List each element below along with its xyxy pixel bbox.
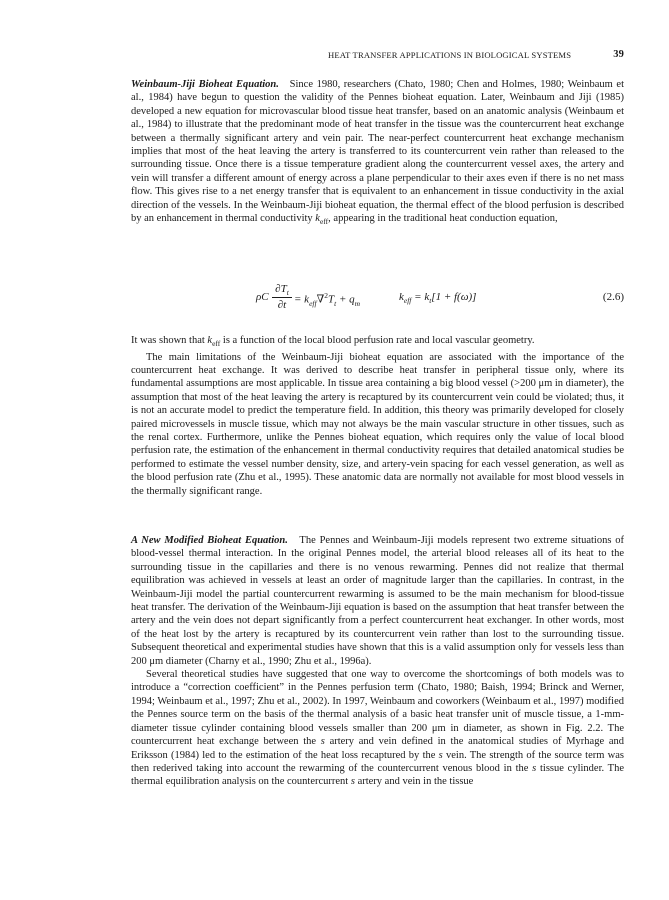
paragraph: Several theoretical studies have suggested that one way to overcome the shortcomings of both models was to introduce a “correction coefficient” in the Pennes perfusion term (Chato, 1980; Baish, 1994; Brinck and Werner, 1994; Weinbaum et al., 1997; Zhu et al., 2002). In 1997, Weinbaum and coworkers (Weinbaum et al., 1997) modified the Pennes source term on the basis of the thermal analysis of a basic heat transfer unit of muscle tissue, a 1-mm-diameter tissue cylinder containing blood vessels smaller than 200 μm in diameter, as shown in Fig. 2.2. The countercurrent heat exchange between the s artery and vein defined in the anatomical studies of Myrhage and Eriksson (1984) led to the estimation of the heat loss recaptured by the s vein. The strength of the source term was then rederived taking into account the rewarming of the countercurrent venous blood in the s tissue cylinder. The thermal equilibration analysis on the countercurrent s artery and vein in the tissue — [131, 669, 624, 788]
paragraph-text: Since 1980, researchers (Chato, 1980; Chen and Holmes, 1980; Weinbaum et al., 1984) have begun to question the validity of the Pennes bioheat equation. Later, Weinbaum and Jiji (1985) developed a new equation for microvascular blood tissue heat transfer, based on an anatomic analysis (Weinbaum et al., 1984) to illustrate that the predominant mode of heat transfer in the tissue was the countercurrent heat exchange between a thermally significant artery and vein pair. The near-perfect countercurrent heat exchange mechanism implies that most of the heat leaving the artery is transferred to its countercurrent vein rather than released to the surrounding tissue. Once there is a tissue temperature gradient along the countercurrent vessel axes, the artery and vein will transfer a different amount of energy across a plane perpendicular to their axes even if there is no net mass flow. This gives rise to a net energy transfer that is equivalent to an enhancement in tissue conductivity in the axial direction of the vessels. In the Weinbaum-Jiji bioheat equation, the thermal effect of the blood perfusion is described by an enhancement in thermal conductivity — [131, 79, 624, 225]
paragraph: The main limitations of the Weinbaum-Jiji bioheat equation are associated with the importance of the countercurrent heat exchange. It was derived to describe heat transfer in peripheral tissue only, where its fundamental assumptions are most applicable. In tissue area containing a big blood vessel (>200 μm in diameter), the assumption that most of the heat leaving the artery is recaptured by its countercurrent vein could be violated; thus, it is not an accurate model to predict the temperature field. In addition, this theory was primarily developed for closely paired microvessels in muscle tissue, which may not always be the main vascular structure in other tissues, such as the renal cortex. Furthermore, unlike the Pennes bioheat equation, which requires only the value of local blood perfusion rate, the estimation of the enhancement in thermal conductivity requires that detailed anatomical studies be performed to estimate the vessel number density, size, and artery-vein spacing for each vessel generation, as well as the blood perfusion rate (Zhu et al., 1995). These anatomic data are normally not available for most blood vessels in the thermally significant range. — [131, 351, 624, 497]
subscript: eff — [319, 217, 329, 227]
fraction-numerator: $\partial T_t$ — [275, 283, 289, 298]
section-weinbaum-jiji — [131, 78, 624, 229]
running-title: HEAT TRANSFER APPLICATIONS IN BIOLOGICAL SYSTEMS — [328, 50, 572, 60]
section-modified-bioheat — [131, 534, 624, 789]
variable: k — [315, 213, 320, 225]
section-runin-title: Weinbaum-Jiji Bioheat Equation. — [131, 79, 279, 90]
equation-lhs: ρC — [256, 291, 269, 303]
page-number: 39 — [613, 49, 624, 60]
equation-2-6 — [131, 282, 624, 316]
paragraph — [131, 534, 624, 668]
equation-number: (2.6) — [602, 291, 624, 303]
equation-rhs: = $k_{eff}\nabla^2T_t + q_m$ — [294, 291, 361, 308]
running-header — [328, 49, 624, 63]
equation-keff-definition: $k_{eff} = k_t[1 + f(\omega)]$ — [399, 291, 477, 306]
variable: k — [207, 335, 213, 346]
section-weinbaum-jiji-continued — [131, 334, 624, 498]
paragraph-text: , appearing in the traditional heat conduction equation, — [328, 213, 558, 225]
paragraph-text: The Pennes and Weinbaum-Jiji models represent two extreme situations of blood-vessel thermal interaction. In the original Pennes model, the arterial blood releases all of its heat to the surrounding tissue in the capillaries and there is no venous rewarming. Pennes did not realize that thermal equilibration was achieved in vessels at least an order of magnitude larger than the capillaries. In contrast, in the Weinbaum-Jiji model the partial countercurrent rewarming is assumed to be the main mechanism for blood-tissue heat transfer. The derivation of the Weinbaum-Jiji equation is based on the assumption that heat transfer between the artery and the vein does not depart significantly from a perfect countercurrent heat exchanger. In other words, most of the heat lost by the artery is recaptured by its countercurrent vein rather than lost to the surrounding tissue. Subsequent theoretical and experimental studies have shown that this is a valid assumption only for vessels less than 200 μm diameter (Charny et al., 1990; Zhu et al., 1996a). — [131, 535, 625, 667]
partial-derivative-fraction — [272, 282, 292, 312]
paragraph: It was shown that $k_{eff}$ is a function of the local blood perfusion rate and local vascular geometry. — [131, 335, 535, 349]
subscript: eff — [212, 339, 221, 349]
section-runin-title: A New Modified Bioheat Equation. — [131, 535, 288, 546]
paragraph — [131, 78, 624, 229]
fraction-denominator: ∂t — [277, 299, 287, 311]
